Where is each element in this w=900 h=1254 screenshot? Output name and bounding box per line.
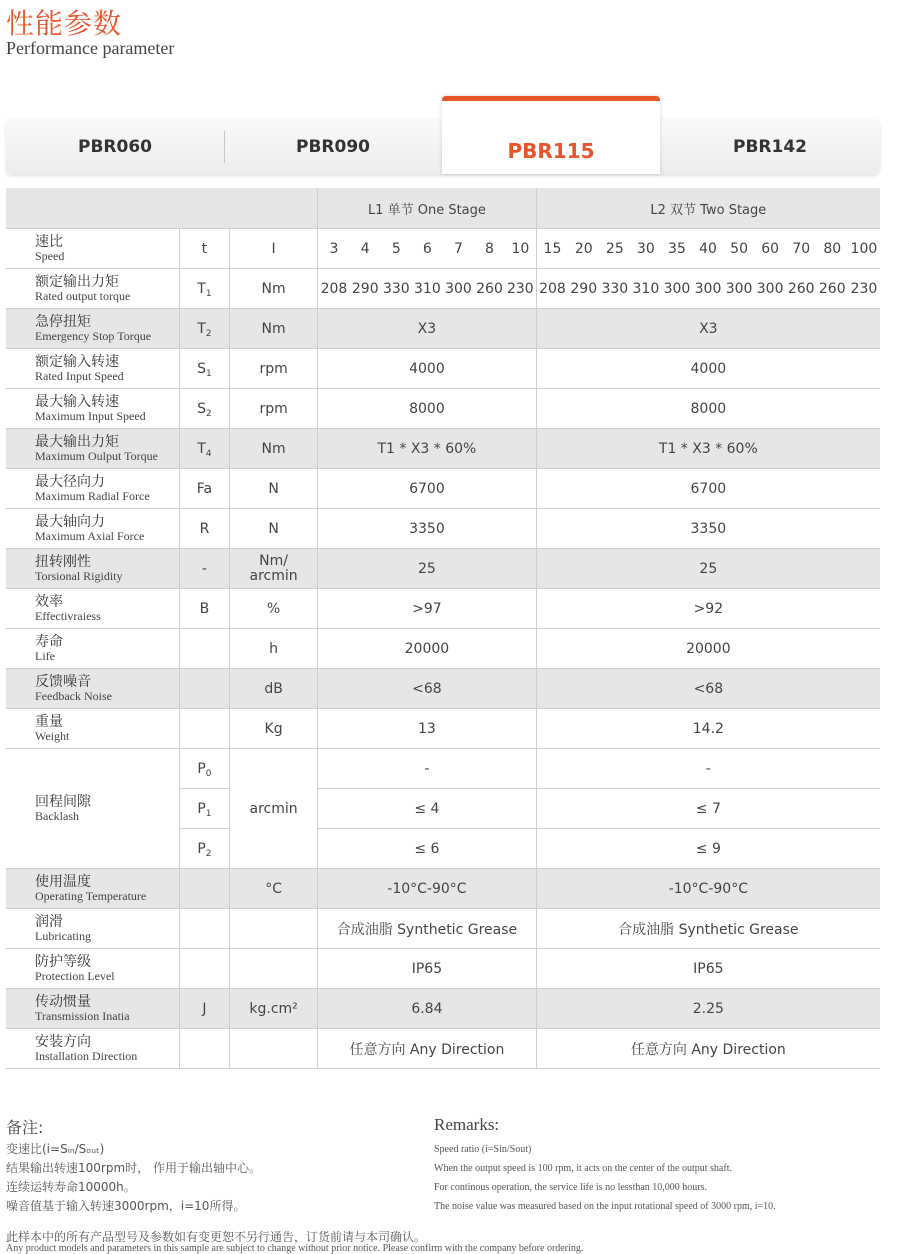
value-cell: 208 (536, 269, 568, 309)
value-cell: 3 (318, 229, 350, 269)
parameter-name-en: Torsional Rigidity (35, 568, 123, 583)
symbol-text: R (199, 520, 210, 537)
value-cell: 80 (817, 229, 848, 269)
symbol-cell (179, 589, 229, 629)
parameter-name-cn: 最大径向力 (35, 473, 105, 490)
remark-en-line: When the output speed is 100 rpm, it acts on the center of the output shaft. (434, 1163, 732, 1174)
value-cell: 300 (692, 269, 723, 309)
spec-row (6, 469, 880, 509)
value-cell: 6 (412, 229, 443, 269)
value-cell: 330 (599, 269, 630, 309)
tab-pbr060[interactable]: PBR060 (78, 137, 152, 157)
spec-row (6, 629, 880, 669)
parameter-name-cn: 速比 (35, 233, 63, 250)
stage2-value: 3350 (536, 509, 880, 549)
header-blank (6, 188, 179, 229)
parameter-name-cell (6, 869, 179, 909)
unit-cell: kg.cm² (229, 989, 317, 1029)
unit-cell: rpm (229, 389, 317, 429)
symbol-cell (179, 669, 229, 709)
stage2-value: 合成油脂 Synthetic Grease (536, 909, 880, 949)
spec-row (6, 1029, 880, 1069)
remark-cn-line: 结果输出转速100rpm时， 作用于输出轴中心。 (6, 1161, 261, 1175)
value-cell: 4 (350, 229, 381, 269)
symbol-text: T (197, 320, 206, 337)
symbol-cell (179, 1029, 229, 1069)
value-cell: 60 (755, 229, 786, 269)
symbol-cell (179, 989, 229, 1029)
stage1-value: ≤ 4 (318, 789, 537, 829)
remark-en-line: Speed ratio (i=Sin/Sout) (434, 1144, 532, 1155)
symbol-text: T (197, 280, 206, 297)
tab-pbr142[interactable]: PBR142 (733, 137, 807, 157)
stage2-value: 4000 (536, 349, 880, 389)
stage1-value: 8000 (318, 389, 537, 429)
stage2-value: 2.25 (536, 989, 880, 1029)
parameter-name-cn: 安装方向 (35, 1033, 91, 1050)
symbol-cell (179, 549, 229, 589)
stage2-value: 25 (536, 549, 880, 589)
symbol-text: - (201, 560, 207, 577)
symbol-text: t (201, 240, 208, 257)
value-cell: 230 (848, 269, 880, 309)
value-cell: 7 (443, 229, 474, 269)
symbol-cell (179, 469, 229, 509)
symbol-text: P (197, 800, 206, 817)
parameter-name-cn: 最大输出力矩 (35, 433, 119, 450)
parameter-name-cell (6, 309, 179, 349)
symbol-subscript: 2 (205, 328, 212, 339)
stage1-value: X3 (318, 309, 537, 349)
symbol-text: P (197, 760, 206, 777)
spec-row (6, 909, 880, 949)
value-cell: 50 (724, 229, 755, 269)
value-cell: 15 (536, 229, 568, 269)
stage2-value: 6700 (536, 469, 880, 509)
unit-cell: % (229, 589, 317, 629)
remark-cn-line: 连续运转寿命10000h。 (6, 1180, 136, 1194)
parameter-name-cn: 防护等级 (35, 953, 91, 970)
unit-cell: N (229, 509, 317, 549)
symbol-cell (179, 269, 229, 309)
spec-row (6, 309, 880, 349)
parameter-name-cell (6, 269, 179, 309)
parameter-name-cn: 寿命 (35, 633, 63, 650)
spec-row (6, 509, 880, 549)
header-stage-2: L2 双节 Two Stage (536, 188, 880, 229)
symbol-cell (179, 949, 229, 989)
value-cell: 330 (381, 269, 412, 309)
symbol-cell (179, 389, 229, 429)
parameter-name-en: Weight (35, 728, 70, 743)
tab-pbr115[interactable]: PBR115 (442, 96, 660, 174)
parameter-name-cell (6, 909, 179, 949)
stage1-value: 3350 (318, 509, 537, 549)
stage1-value: 25 (318, 549, 537, 589)
stage2-value: T1 * X3 * 60% (536, 429, 880, 469)
remark-en-line: For continous operation, the service life is no lessthan 10,000 hours. (434, 1182, 708, 1193)
unit-cell: rpm (229, 349, 317, 389)
unit-cell: Nm (229, 429, 317, 469)
stage2-value: 任意方向 Any Direction (536, 1029, 880, 1069)
spec-row (6, 389, 880, 429)
symbol-cell (179, 909, 229, 949)
value-cell: 30 (630, 229, 661, 269)
parameter-name-en: Life (35, 648, 55, 663)
parameter-name-cn: 润滑 (35, 913, 63, 930)
value-cell: 8 (474, 229, 505, 269)
symbol-text: T (197, 440, 206, 457)
parameter-name-cn: 额定输出力矩 (35, 273, 119, 290)
stage1-value: 13 (318, 709, 537, 749)
parameter-name-cn: 效率 (35, 593, 63, 610)
parameter-name-cn: 反馈噪音 (35, 673, 91, 690)
parameter-name-cn: 传动惯量 (35, 993, 91, 1010)
parameter-name-cn: 最大输入转速 (35, 393, 119, 410)
parameter-name-en: Maximum Axial Force (35, 528, 145, 543)
tab-pbr090[interactable]: PBR090 (296, 137, 370, 157)
remarks-cn-list (6, 1140, 261, 1216)
symbol-text: S (197, 400, 206, 417)
parameter-name-en: Emergency Stop Torque (35, 328, 152, 343)
performance-table (6, 188, 880, 1069)
value-cell: 260 (817, 269, 848, 309)
symbol-cell (179, 309, 229, 349)
symbol-subscript: 1 (205, 288, 212, 299)
symbol-cell (179, 829, 229, 869)
stage2-value: >92 (536, 589, 880, 629)
page-title: 性能参数 (6, 7, 123, 40)
value-cell: 300 (443, 269, 474, 309)
spec-row (6, 429, 880, 469)
parameter-name-cell (6, 749, 179, 869)
spec-row (6, 589, 880, 629)
spec-row (6, 989, 880, 1029)
parameter-name-cell (6, 949, 179, 989)
symbol-subscript: 2 (205, 848, 212, 859)
stage2-value: 8000 (536, 389, 880, 429)
parameter-name-en: Speed (35, 248, 65, 263)
spec-row (6, 949, 880, 989)
value-cell: 70 (786, 229, 817, 269)
stage1-value: 6.84 (318, 989, 537, 1029)
stage1-value: -10°C-90°C (318, 869, 537, 909)
symbol-subscript: 1 (206, 368, 212, 379)
unit-cell: h (229, 629, 317, 669)
value-cell: 5 (381, 229, 412, 269)
symbol-text: Fa (196, 480, 213, 497)
parameter-name-cn: 最大轴向力 (35, 513, 105, 530)
stage2-value: - (536, 749, 880, 789)
stage1-value: - (318, 749, 537, 789)
stage1-value: >97 (318, 589, 537, 629)
parameter-name-cell (6, 509, 179, 549)
spec-row (6, 549, 880, 589)
unit-cell (229, 909, 317, 949)
stage2-value: ≤ 9 (536, 829, 880, 869)
spec-row (6, 349, 880, 389)
symbol-text: B (199, 600, 210, 617)
value-cell: 35 (661, 229, 692, 269)
unit-cell: Nm (229, 269, 317, 309)
stage2-value: 20000 (536, 629, 880, 669)
stage1-value: 6700 (318, 469, 537, 509)
parameter-name-en: Backlash (35, 808, 79, 823)
parameter-name-cell (6, 549, 179, 589)
parameter-name-cn: 急停扭矩 (35, 313, 91, 330)
value-cell: 300 (661, 269, 692, 309)
stage1-value: <68 (318, 669, 537, 709)
tab-separator (224, 131, 225, 163)
parameter-name-cell (6, 229, 179, 269)
parameter-name-en: Maximum Radial Force (35, 488, 150, 503)
value-cell: 290 (568, 269, 599, 309)
parameter-name-cell (6, 429, 179, 469)
symbol-cell (179, 429, 229, 469)
unit-cell: °C (229, 869, 317, 909)
remarks-en-title: Remarks: (434, 1115, 500, 1134)
parameter-name-en: Transmission Inatia (35, 1008, 130, 1023)
value-cell: 260 (474, 269, 505, 309)
value-cell: 290 (350, 269, 381, 309)
parameter-name-cell (6, 629, 179, 669)
symbol-cell (179, 509, 229, 549)
model-tab-bar (6, 118, 880, 174)
parameter-name-en: Rated Input Speed (35, 368, 124, 383)
value-cell: 100 (848, 229, 880, 269)
stage1-value: 合成油脂 Synthetic Grease (318, 909, 537, 949)
symbol-subscript: 2 (206, 408, 212, 419)
spec-row (6, 869, 880, 909)
parameter-name-cell (6, 709, 179, 749)
disclaimer-en: Any product models and parameters in this sample are subject to change without prior notice. Please confirm with the company before ordering. (6, 1243, 584, 1254)
symbol-cell (179, 349, 229, 389)
stage1-value: ≤ 6 (318, 829, 537, 869)
torque-row (6, 269, 880, 309)
parameter-name-cell (6, 469, 179, 509)
value-cell: 10 (505, 229, 536, 269)
unit-cell: Nm/ arcmin (229, 549, 317, 589)
unit-cell (229, 1029, 317, 1069)
table-header-row (6, 188, 880, 229)
remarks-en-list (434, 1140, 776, 1216)
parameter-name-cell (6, 1029, 179, 1069)
ratio-row (6, 229, 880, 269)
header-blank (179, 188, 229, 229)
symbol-cell (179, 629, 229, 669)
parameter-name-cn: 重量 (35, 713, 63, 730)
backlash-row (6, 749, 880, 789)
spec-row (6, 669, 880, 709)
value-cell: 310 (412, 269, 443, 309)
value-cell: 20 (568, 229, 599, 269)
spec-row (6, 709, 880, 749)
remarks-cn-title: 备注: (6, 1118, 44, 1137)
header-stage-1: L1 单节 One Stage (318, 188, 537, 229)
parameter-name-cn: 扭转刚性 (35, 553, 91, 570)
value-cell: 208 (318, 269, 350, 309)
symbol-cell (179, 709, 229, 749)
value-cell: 310 (630, 269, 661, 309)
stage2-value: X3 (536, 309, 880, 349)
header-blank (229, 188, 317, 229)
stage1-value: T1 * X3 * 60% (318, 429, 537, 469)
parameter-name-cn: 回程间隙 (35, 793, 91, 810)
stage2-value: 14.2 (536, 709, 880, 749)
value-cell: 300 (755, 269, 786, 309)
symbol-text: S (197, 360, 206, 377)
page-subtitle: Performance parameter (6, 38, 175, 58)
stage1-value: 20000 (318, 629, 537, 669)
stage1-value: IP65 (318, 949, 537, 989)
parameter-name-en: Operating Temperature (35, 888, 147, 903)
stage2-value: ≤ 7 (536, 789, 880, 829)
remark-cn-line: 噪音值基于输入转速3000rpm，i=10所得。 (6, 1199, 246, 1213)
stage2-value: -10°C-90°C (536, 869, 880, 909)
value-cell: 300 (724, 269, 755, 309)
unit-cell: arcmin (229, 749, 317, 869)
stage2-value: IP65 (536, 949, 880, 989)
unit-cell (229, 949, 317, 989)
symbol-subscript: 1 (205, 808, 212, 819)
remark-cn-line: 变速比(i=Sᵢₙ/Sₒᵤₜ) (6, 1142, 105, 1156)
stage2-value: <68 (536, 669, 880, 709)
parameter-name-en: Protection Level (35, 968, 115, 983)
parameter-name-cell (6, 349, 179, 389)
parameter-name-en: Installation Direction (35, 1048, 138, 1063)
remark-en-line: The noise value was measured based on the input rotational speed of 3000 rpm, i=10. (434, 1201, 776, 1212)
parameter-name-en: Maximum Input Speed (35, 408, 146, 423)
parameter-name-en: Lubricating (35, 928, 91, 943)
parameter-name-en: Maximum Oulput Torque (35, 448, 158, 463)
unit-cell: I (229, 229, 317, 269)
parameter-name-en: Feedback Noise (35, 688, 112, 703)
value-cell: 25 (599, 229, 630, 269)
unit-cell: Kg (229, 709, 317, 749)
parameter-name-cell (6, 669, 179, 709)
unit-cell: N (229, 469, 317, 509)
parameter-name-cn: 使用温度 (35, 873, 91, 890)
parameter-name-cell (6, 589, 179, 629)
parameter-name-en: Rated output torque (35, 288, 131, 303)
parameter-name-cn: 额定输入转速 (35, 353, 119, 370)
stage1-value: 4000 (318, 349, 537, 389)
symbol-cell (179, 789, 229, 829)
symbol-subscript: 0 (205, 768, 212, 779)
value-cell: 260 (786, 269, 817, 309)
value-cell: 230 (505, 269, 536, 309)
value-cell: 40 (692, 229, 723, 269)
symbol-cell (179, 229, 229, 269)
symbol-cell (179, 749, 229, 789)
unit-cell: Nm (229, 309, 317, 349)
parameter-name-cell (6, 389, 179, 429)
symbol-text: J (202, 1000, 207, 1017)
unit-cell: dB (229, 669, 317, 709)
symbol-text: P (197, 840, 206, 857)
parameter-name-cell (6, 989, 179, 1029)
parameter-name-en: Effectivraiess (35, 608, 101, 623)
disclaimer-cn: 此样本中的所有产品型号及参数如有变更恕不另行通告，订货前请与本司确认。 (6, 1230, 427, 1244)
stage1-value: 任意方向 Any Direction (318, 1029, 537, 1069)
symbol-cell (179, 869, 229, 909)
symbol-subscript: 4 (205, 448, 212, 459)
